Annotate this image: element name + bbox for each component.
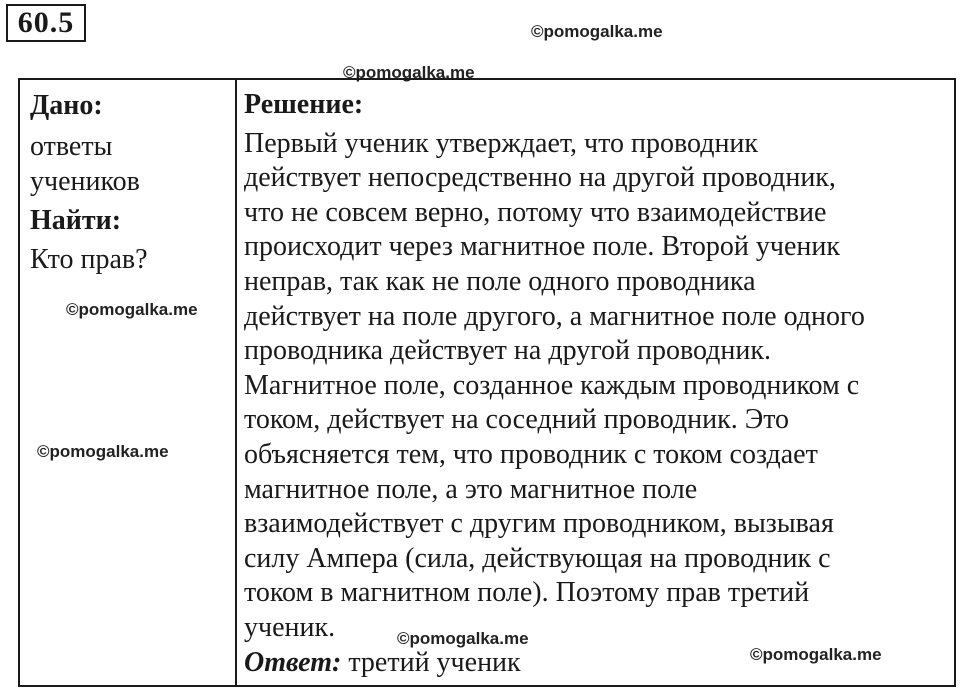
solution-header: Решение: <box>244 89 364 120</box>
solution-line: ученик. <box>244 611 336 643</box>
given-line: учеников <box>30 166 140 197</box>
solution-line: током, действует на соседний проводник. Это <box>244 404 790 436</box>
solution-column <box>244 88 949 680</box>
watermark: ©pomogalka.me <box>531 22 663 41</box>
given-column <box>30 88 230 277</box>
solution-line: магнитное поле, а это магнитное поле <box>244 473 698 505</box>
solution-line: происходит через магнитное поле. Второй ученик <box>244 231 840 263</box>
given-line: ответы <box>30 131 113 162</box>
solution-line: током в магнитном поле). Поэтому прав третий <box>244 577 810 609</box>
watermark: ©pomogalka.me <box>397 629 529 648</box>
solution-line: проводника действует на другой проводник. <box>244 335 771 367</box>
solution-table <box>18 78 956 687</box>
watermark: ©pomogalka.me <box>750 645 882 664</box>
solution-line: силу Ампера (сила, действующая на проводник с <box>244 542 831 574</box>
solution-line: что не совсем верно, потому что взаимодействие <box>244 196 827 228</box>
solution-line: действует на поле другого, а магнитное поле одного <box>244 300 865 332</box>
solution-line: Первый ученик утверждает, что проводник <box>244 127 759 159</box>
watermark: ©pomogalka.me <box>37 442 169 461</box>
solution-line: объясняется тем, что проводник с током создает <box>244 438 818 470</box>
solution-line: взаимодействует с другим проводником, вызывая <box>244 508 834 540</box>
solution-line: Магнитное поле, созданное каждым проводником с <box>244 369 860 401</box>
watermark: ©pomogalka.me <box>343 63 475 82</box>
column-divider <box>235 80 237 685</box>
solution-text <box>244 127 949 646</box>
answer-text: третий ученик <box>341 646 521 678</box>
watermark: ©pomogalka.me <box>66 300 198 319</box>
solution-line: действует непосредственно на другой проводник, <box>244 162 836 194</box>
find-header: Найти: <box>30 205 122 236</box>
given-header: Дано: <box>30 90 103 121</box>
solution-line: неправ, так как не поле одного проводника <box>244 265 756 297</box>
answer-label: Ответ: <box>244 646 342 678</box>
find-text: Кто прав? <box>30 244 148 275</box>
task-number: 60.5 <box>6 4 86 42</box>
